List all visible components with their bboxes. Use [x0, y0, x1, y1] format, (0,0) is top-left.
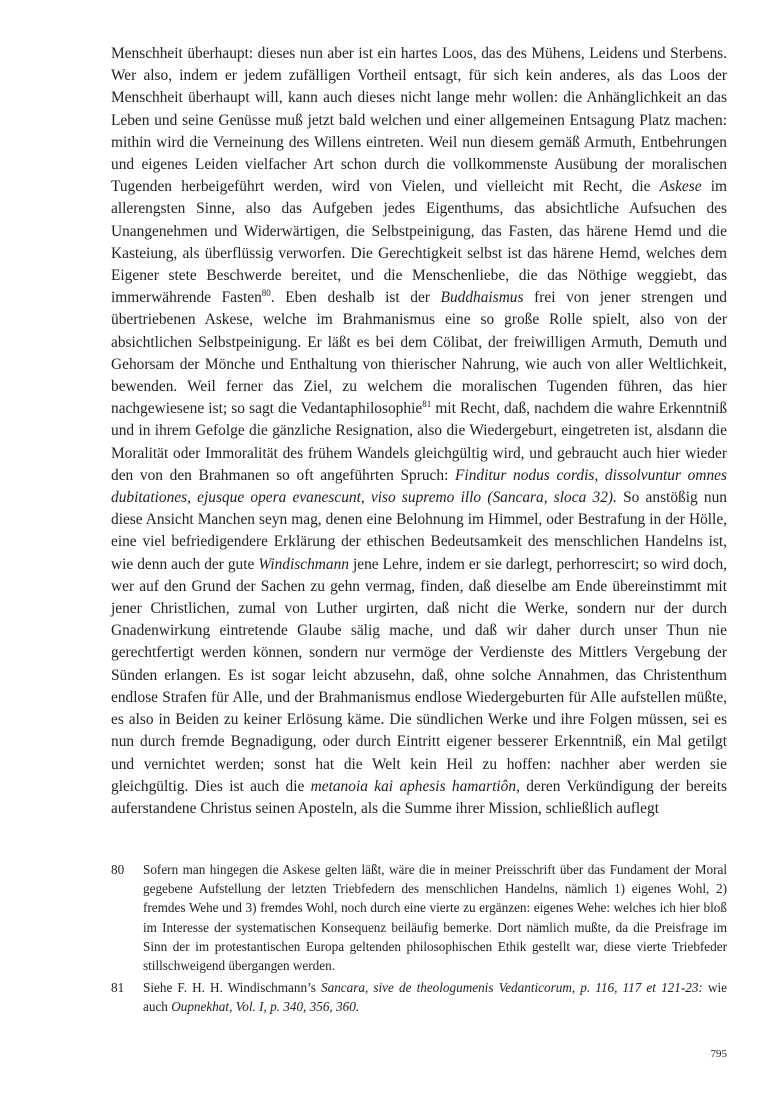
- footnotes-section: [111, 860, 727, 1020]
- text-run: wie auch: [143, 980, 728, 1015]
- text-run: ,: [571, 980, 581, 996]
- text-run: . Eben deshalb ist der: [270, 289, 441, 307]
- italic-title-sancara: Sancara, sive de theologumenis Vedanticorum: [321, 980, 572, 996]
- text-run: frei von jener strengen und übertriebenen Askese, welche im Brahmanismus eine so große Rolle spielt, also von der absichtlichen Selbstpeinigung. Er läßt es bei dem Cölibat, der freiwilligen Armuth, Demuth und Gehorsam der Mönche und Enthaltung von thierischer Nahrung, wie auch von aller Weltlichkeit, bewenden. Weil ferner das Ziel, zu welchem die moralischen Tugenden führen, das hier nachgewiesene ist; so sagt die Vedantaphilosophie: [111, 289, 727, 418]
- footnote-text: Sofern man hingegen die Askese gelten läßt, wäre die in meiner Preisschrift über das Fundament der Moral gegebene Aufstellung der letzten Triebfedern des menschlichen Handelns, nämlich 1) eigenes Wohl, 2) fremdes Wehe und 3) fremdes Wohl, noch durch eine vierte zu ergänzen: eigenes Wehe: welches ich hier bloß im Interesse der systematischen Konsequenz beiläufig bemerke. Dort nämlich mußte, da die Preisfrage im Sinn der im protestantischen Europa geltenden philosophischen Ethik gestellt war, diese vierte Triebfeder stillschweigend übergangen werden.: [143, 862, 727, 974]
- text-run: jene Lehre, indem er sie darlegt, perhorrescirt; so wird doch, wer auf den Grund der Sachen zu gehn vermag, finden, daß dieselbe am Ende übereinstimmt mit jener Christlichen, zumal von Luther urgirten, daß nicht die Werke, sondern nur der durch Gnadenwirkung eintretende Glaube sälig mache, und daß wir daher durch unser Thun nie gerechtfertigt werden können, sondern nur vermöge der Verdienste des Mittlers Vergebung der Sünden erlangen. Es ist sogar leicht abzusehn, daß, ohne solche Annahmen, das Christenthum endlose Strafen für Alle, und der Brahmanismus endlose Wiedergeburten für Alle aufstellen müßte, es also in Beiden zu keiner Erlösung käme. Die sündlichen Werke und ihre Folgen müssen, sei es nun durch fremde Begnadigung, oder durch Eintritt eigener besserer Erkenntniß, ein Mal getilgt und vernichtet werden; sonst hat die Welt kein Heil zu hoffen: nachher aber werden sie gleichgültig. Dies ist auch die: [111, 555, 727, 795]
- text-run: mit Recht, daß, nachdem die wahre Erkenntniß und in ihrem Gefolge die gänzliche Resignation, also die Wiedergeburt, eingetreten ist, alsdann die Moralität oder Immoralität des frühem Wandels gleichgültig wird, und gebraucht auch hier wieder den von den Brahmanen so oft angeführten Spruch:: [111, 400, 728, 484]
- italic-title-oupnekhat: Oupnekhat, Vol. I, p. 340, 356, 360.: [171, 999, 360, 1015]
- footnote-number: 80: [111, 862, 125, 877]
- text-run: im allerengsten Sinne, also das Aufgeben jedes Eigenthums, das absichtliche Aufsuchen des Unangenehmen und Widerwärtigen, die Selbstpeinigung, das Fasten, das härene Hemd und die Kasteiung, als überflüssig verworfen. Die Gerechtigkeit selbst ist das härene Hemd, welches dem Eigener stete Beschwerde bereitet, und die Menschenliebe, die das Nöthige weggiebt, das immerwährende Fasten: [111, 178, 727, 307]
- italic-term-askese: Askese: [659, 178, 702, 196]
- italic-name-windischmann: Windischmann: [258, 555, 349, 573]
- footnote-number: 81: [111, 980, 125, 996]
- text-run: , deren Verkündigung der bereits auferstandene Christus seinen Aposteln, als die Summe ihrer Mission, schließlich auflegt: [111, 777, 727, 817]
- footnote-text: [143, 978, 727, 1016]
- text-run: Menschheit überhaupt: dieses nun aber ist ein hartes Loos, das des Mühens, Leidens und Sterbens. Wer also, indem er jedem zufälligen Vortheil entsagt, für sich kein anderes, als das Loos der Menschheit überhaupt will, kann auch dieses nicht lange mehr wollen: die Anhänglichkeit an das Leben und seine Genüsse muß jetzt bald welchen und einer allgemeinen Entsagung Platz machen: mithin wird die Verneinung des Willens eintreten. Weil nun diesem gemäß Armuth, Entbehrungen und eigenes Leiden vielfacher Art schon durch die vollkommenste Ausübung der moralischen Tugenden herbeigeführt werden, wird von Vielen, und vielleicht mit Recht, die: [111, 45, 727, 196]
- latin-quote: Finditur nodus cordis, dissolvuntur omnes dubitationes, ejusque opera evanescunt, viso supremo illo (Sancara, sloca 32).: [111, 466, 727, 507]
- footnote-80: [111, 860, 727, 975]
- italic-term-buddhaismus: Buddhaismus: [440, 289, 524, 307]
- italic-page-ref: p. 116, 117 et 121-23:: [580, 980, 703, 996]
- italic-term-metanoia: metanoia kai aphesis hamartiôn: [310, 777, 517, 795]
- footnote-81: [111, 978, 727, 1016]
- footnote-ref-81[interactable]: 81: [422, 399, 432, 410]
- text-run: So anstößig nun diese Ansicht Manchen seyn mag, denen eine Belohnung im Himmel, oder Bestrafung in der Hölle, eine viel befriedigendere Erklärung der ethischen Bedeutsamkeit des menschlichen Handelns ist, wie denn auch der gute: [111, 489, 727, 573]
- footnote-ref-80[interactable]: 80: [261, 288, 271, 299]
- page-number: 795: [710, 1048, 727, 1060]
- text-run: Siehe F. H. H. Windischmann’s: [143, 980, 321, 996]
- main-paragraph: [111, 43, 727, 820]
